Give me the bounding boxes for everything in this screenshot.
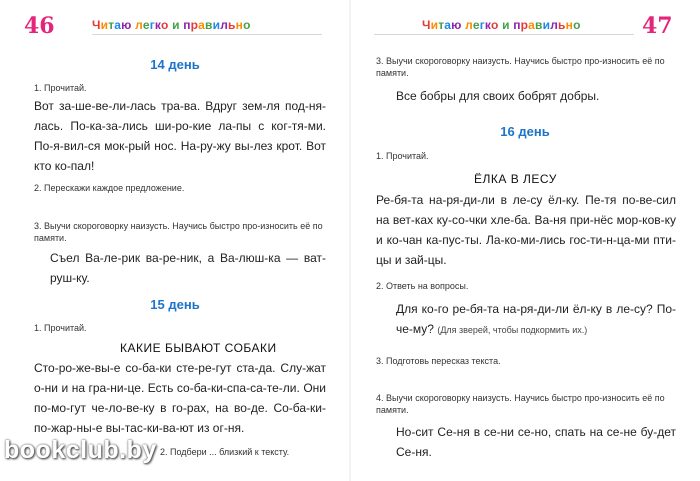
right-page [350,0,700,481]
running-head: Читаю легко и правильно [92,18,251,32]
question-note: (Для зверей, чтобы подкормить их.) [437,325,588,335]
tongue-twister: Но-сит Се-ня в се-ни се-но, спать на се-не бу-дет Се-ня. [396,425,676,459]
question: Для ко-го ре-бя-та на-ря-ди-ли ёл-ку в ле-су? По-че-му? [396,302,676,336]
story-heading: КАКИЕ БЫВАЮТ СОБАКИ [120,341,277,355]
divider [374,34,634,35]
reading-text: Вот за-ше-ве-ли-лась тра-ва. Вдруг зем-ля под-ня-лась. По-ка-за-лись ши-ро-кие ла-пы с ког-тя-ми. По-я-вил-ся мок-рый нос. На-ру-жу вы-лез крот. Вот кто ко-пал! [34,99,326,173]
task-label: 3. Выучи скороговорку наизусть. Научись быстро про-износить её по памяти. [34,221,323,243]
task-label: 2. Подбери ... близкий к тексту. [160,447,290,457]
task-label: 1. Прочитай. [34,323,87,333]
day-title: 16 день [500,124,550,139]
page-number: 46 [24,13,55,39]
task-label: 1. Прочитай. [34,83,87,93]
tongue-twister: Съел Ва-ле-рик ва-ре-ник, а Ва-люш-ка — ват-руш-ку. [50,251,326,285]
story-heading: ЁЛКА В ЛЕСУ [474,172,557,186]
divider [92,34,322,35]
task-label: 4. Выучи скороговорку наизусть. Научись быстро про-износить её по памяти. [376,393,665,415]
task-label: 1. Прочитай. [376,151,429,161]
day-title: 15 день [150,297,200,312]
task-label: 3. Подготовь пересказ текста. [376,356,501,366]
running-head: Читаю легко и правильно [422,18,581,32]
watermark: bookclub.by [4,436,157,464]
reading-text: Сто-ро-же-вы-е со-ба-ки сте-ре-гут ста-да. Слу-жат о-ни и на гра-ни-це. Есть со-ба-ки-спа-са-те-ли. Они по-мо-гут че-ло-ве-ку в го-рах, на во-де. Со-ба-ки-по-жар-ны-е вы-тас-ки-ва-ют из ог-ня. [34,361,326,435]
task-label: 2. Перескажи каждое предложение. [34,183,185,193]
page-number: 47 [642,13,673,39]
task-label: 2. Ответь на вопросы. [376,281,469,291]
reading-text: Ре-бя-та на-ря-ди-ли в ле-су ёл-ку. Пе-тя по-ве-сил на вет-ках ку-со-чки хле-ба. Ва-ня при-нёс мор-ков-ку и ко-чан ка-пус-ты. Ла-ко-ми-лись гос-ти-н-ца-ми пти-цы и зай-цы. [376,193,676,267]
task-label: 3. Выучи скороговорку наизусть. Научись быстро про-износить её по памяти. [376,56,665,78]
day-title: 14 день [150,57,200,72]
tongue-twister: Все бобры для своих бобрят добры. [396,89,600,103]
question-text [396,299,676,340]
